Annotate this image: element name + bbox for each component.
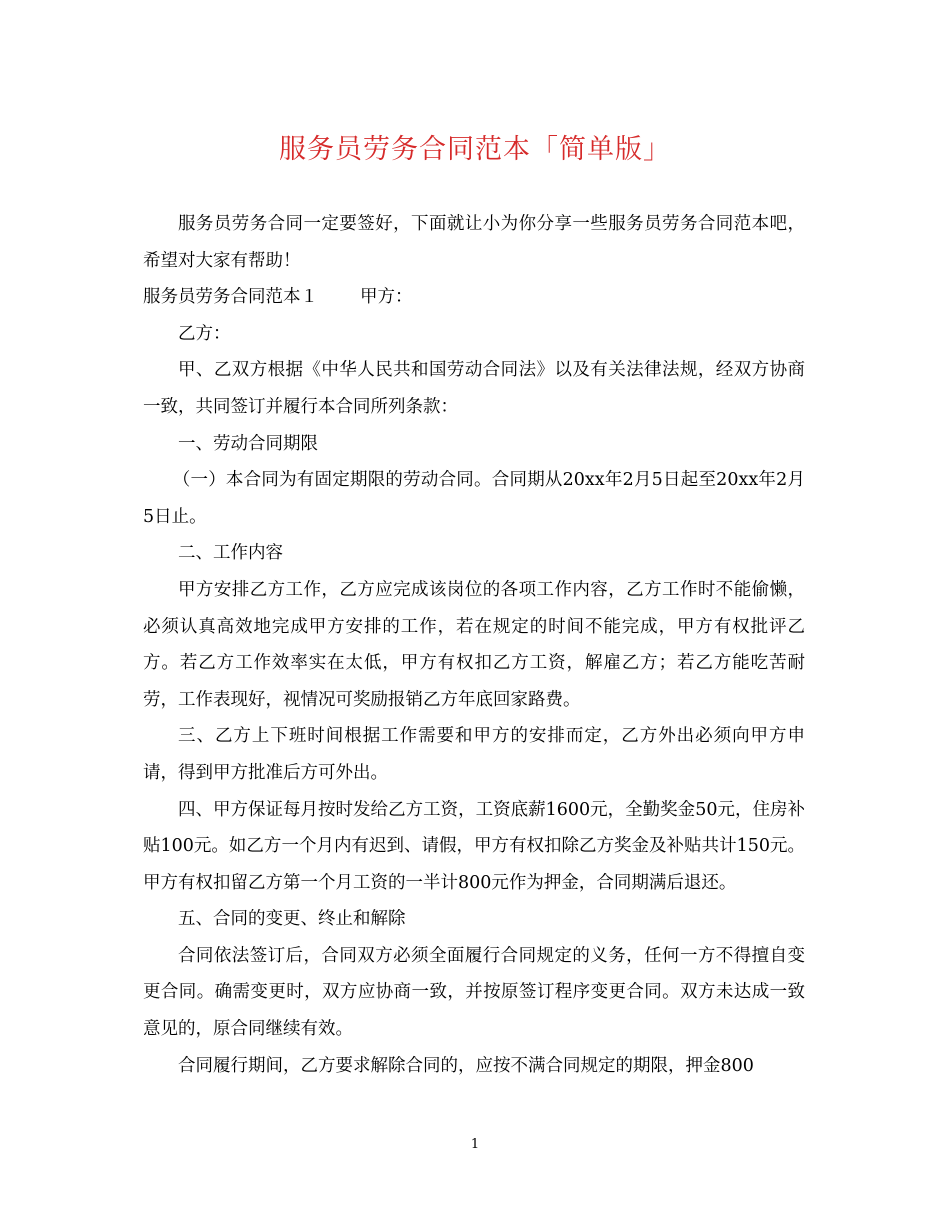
- section2-heading: 二、工作内容: [178, 543, 283, 564]
- section1-paragraph: （一）本合同为有固定期限的劳动合同。合同期从20xx年2月5日起至20xx年2月5日止。: [143, 470, 805, 527]
- document-body: [143, 206, 805, 1084]
- party-a-label: 甲方：: [360, 287, 413, 308]
- section1-heading: 一、劳动合同期限: [178, 433, 318, 454]
- page-number: 1: [470, 1137, 480, 1152]
- section3-paragraph: 三、乙方上下班时间根据工作需要和甲方的安排而定，乙方外出必须向甲方申请，得到甲方批准后方可外出。: [143, 726, 805, 783]
- section5-heading: 五、合同的变更、终止和解除: [178, 909, 406, 930]
- party-b-label: 乙方：: [178, 323, 231, 344]
- section4-paragraph: 四、甲方保证每月按时发给乙方工资，工资底薪1600元，全勤奖金50元，住房补贴100元。如乙方一个月内有迟到、请假，甲方有权扣除乙方奖金及补贴共计150元。甲方有权扣留乙方第一个月工资的一半计800元作为押金，合同期满后退还。: [143, 799, 805, 893]
- section2-paragraph: 甲方安排乙方工作，乙方应完成该岗位的各项工作内容，乙方工作时不能偷懒，必须认真高效地完成甲方安排的工作，若在规定的时间不能完成，甲方有权批评乙方。若乙方工作效率实在太低，甲方有权扣乙方工资，解雇乙方；若乙方能吃苦耐劳，工作表现好，视情况可奖励报销乙方年底回家路费。: [143, 579, 805, 710]
- sample-label: 服务员劳务合同范本１: [143, 287, 318, 308]
- sample-heading-line: [143, 279, 805, 316]
- document-title: 服务员劳务合同范本「简单版」: [279, 134, 671, 165]
- preamble-paragraph: 甲、乙双方根据《中华人民共和国劳动合同法》以及有关法律法规，经双方协商一致，共同签订并履行本合同所列条款：: [143, 360, 805, 417]
- intro-paragraph: 服务员劳务合同一定要签好，下面就让小为你分享一些服务员劳务合同范本吧，希望对大家有帮助！: [143, 214, 805, 271]
- section5-paragraph: 合同依法签订后，合同双方必须全面履行合同规定的义务，任何一方不得擅自变更合同。确需变更时，双方应协商一致，并按原签订程序变更合同。双方未达成一致意见的，原合同继续有效。: [143, 945, 805, 1040]
- section5-paragraph-continued: 合同履行期间，乙方要求解除合同的，应按不满合同规定的期限，押金800: [178, 1055, 754, 1076]
